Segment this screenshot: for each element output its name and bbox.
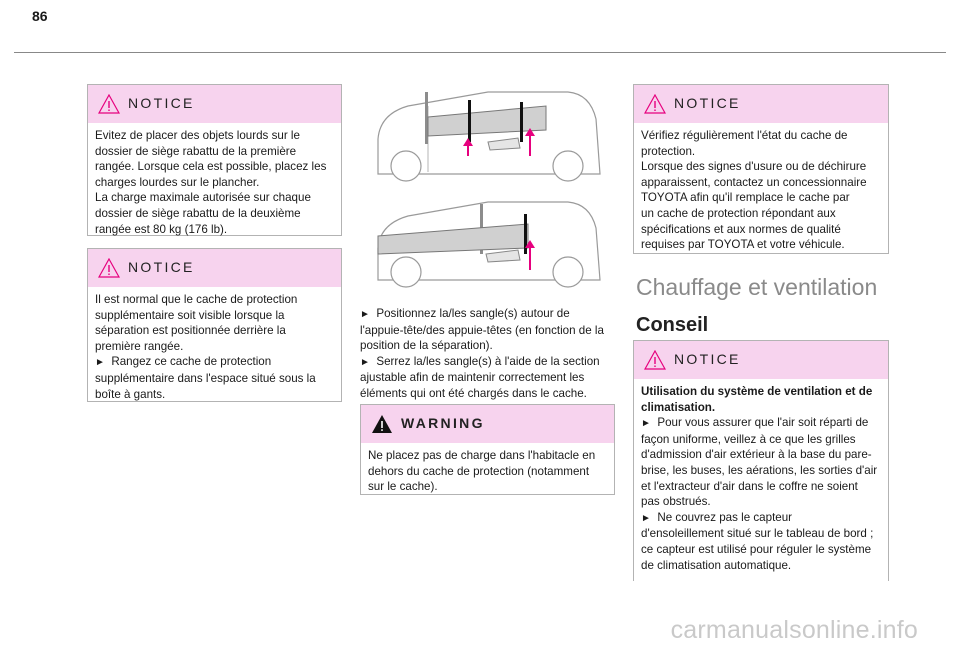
bullet-arrow-icon: ►: [641, 512, 651, 524]
text-line: de climatisation automatique.: [641, 558, 792, 572]
text-line: brise, les buses, les aérations, les sorties d'air: [641, 463, 878, 477]
text-line: La charge maximale autorisée sur chaque: [95, 191, 311, 205]
text-line: Positionnez la/les sangle(s) autour de: [376, 307, 570, 320]
text-line: Pour vous assurer que l'air soit réparti de: [657, 416, 869, 430]
text-line: Ne placez pas de charge dans l'habitacle en: [368, 449, 596, 462]
warning-box: [360, 404, 615, 495]
bullet-arrow-icon: ►: [360, 309, 370, 320]
text-line: Vérifiez régulièrement l'état du cache de: [641, 129, 848, 142]
notice-box-3: [633, 84, 889, 254]
notice-title: NOTICE: [128, 95, 195, 111]
warning-triangle-outline-icon: [644, 94, 666, 114]
text-line: supplémentaire soit visible lorsque la: [95, 308, 285, 322]
notice-header: [634, 85, 888, 123]
watermark: carmanualsonline.info: [670, 616, 918, 644]
text-line: ce capteur est utilisé pour réguler le système: [641, 542, 872, 556]
text-line: sur le cache).: [368, 480, 438, 494]
text-line: Ne couvrez pas le capteur: [657, 510, 793, 524]
bullet-arrow-icon: ►: [360, 356, 370, 368]
notice-header: [88, 249, 341, 287]
warning-triangle-outline-icon: [98, 258, 120, 278]
text-line: Lorsque des signes d'usure ou de déchirure: [641, 160, 867, 174]
notice-title: NOTICE: [128, 259, 195, 275]
text-line: rangée est 80 kg (176 lb).: [95, 222, 228, 236]
van-illustration-top: [368, 84, 606, 184]
text-line: dehors du cache de protection (notamment: [368, 464, 590, 478]
text-line: dossier de siège rabattu de la première: [95, 144, 297, 158]
warning-triangle-outline-icon: [644, 350, 666, 370]
text-line: ajustable afin de maintenir correctement les: [360, 371, 585, 385]
text-line: charges lourdes sur le plancher.: [95, 175, 260, 189]
text-line: apparaissent, contactez un concessionnaire: [641, 175, 867, 189]
notice-header: [634, 341, 888, 379]
text-line: Utilisation du système de ventilation et de: [641, 385, 873, 398]
notice-header: [88, 85, 341, 123]
text-line: Evitez de placer des objets lourds sur le: [95, 129, 300, 142]
header-rule: [14, 52, 946, 53]
warning-triangle-filled-icon: [371, 414, 393, 434]
bullet-arrow-icon: ►: [641, 418, 651, 430]
text-line: TOYOTA afin qu'il remplace le cache par: [641, 191, 850, 205]
notice-box-4: [633, 340, 889, 581]
text-line: séparation est positionnée derrière la: [95, 324, 286, 338]
text-line: dossier de siège rabattu de la deuxième: [95, 206, 301, 220]
text-line: requises par TOYOTA et votre véhicule.: [641, 238, 845, 252]
subsection-title: Conseil: [636, 314, 709, 336]
text-line: pas obstrués.: [641, 495, 711, 509]
text-line: supplémentaire dans l'espace situé sous la: [95, 371, 316, 385]
text-line: boîte à gants.: [95, 387, 166, 401]
van-illustration-bottom: [368, 196, 606, 290]
text-line: première rangée.: [95, 339, 184, 353]
text-line: et l'extracteur d'air dans le coffre ne soient: [641, 479, 858, 493]
section-title: Chauffage et ventilation: [636, 274, 878, 300]
instructions-block: [360, 306, 620, 402]
notice-box-1: [87, 84, 342, 236]
text-line: Serrez la/les sangle(s) à l'aide de la section: [376, 354, 600, 368]
warning-title: WARNING: [401, 415, 485, 431]
text-line: éléments qui ont été chargés dans le cache.: [360, 386, 587, 400]
text-line: climatisation.: [641, 400, 716, 414]
bullet-arrow-icon: ►: [95, 357, 105, 369]
text-line: un cache de protection répondant aux: [641, 206, 836, 220]
notice-title: NOTICE: [674, 95, 741, 111]
text-line: Il est normal que le cache de protection: [95, 293, 298, 306]
text-line: l'appuie-tête/des appuie-têtes (en fonction de la: [360, 323, 604, 337]
text-line: d'ensoleillement situé sur le tableau de bord ;: [641, 527, 874, 541]
text-line: spécifications et aux normes de qualité: [641, 222, 841, 236]
text-line: d'admission d'air extérieur à la base du pare-: [641, 448, 872, 462]
notice-title: NOTICE: [674, 351, 741, 367]
warning-triangle-outline-icon: [98, 94, 120, 114]
notice-box-2: [87, 248, 342, 402]
text-line: protection.: [641, 144, 696, 158]
text-line: rangée. Lorsque cela est possible, placez les: [95, 160, 327, 174]
text-line: Rangez ce cache de protection: [111, 355, 272, 369]
page-number: 86: [32, 8, 48, 24]
text-line: position de la séparation).: [360, 339, 493, 353]
warning-header: [361, 405, 614, 443]
text-line: façon uniforme, veillez à ce que les grilles: [641, 432, 856, 446]
